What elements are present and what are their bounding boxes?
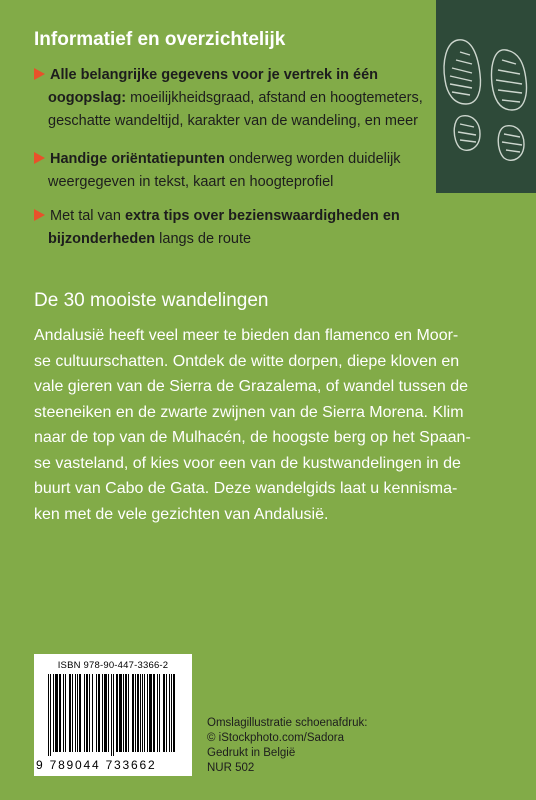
barcode-bars — [48, 674, 178, 756]
feature-item-3 — [34, 205, 434, 251]
feature-item-2 — [34, 148, 434, 194]
feature-2-text-1: onderweg worden duidelijk — [224, 151, 401, 167]
bullet-arrow-icon — [34, 152, 45, 164]
credit-line: Gedrukt in België — [207, 747, 296, 759]
bullet-arrow-icon — [34, 209, 45, 221]
description-line: Andalusië heeft veel meer te bieden dan flamenco en Moor- — [34, 327, 459, 344]
feature-3-text-2: langs de route — [155, 231, 252, 247]
credit-line: Omslagillustratie schoenafdruk: — [207, 717, 368, 729]
features-heading: Informatief en overzichtelijk — [34, 29, 286, 50]
description-line: naar de top van de Mulhacén, de hoogste berg op het Spaan- — [34, 429, 471, 446]
description-line: ken met de vele gezichten van Andalusië. — [34, 505, 329, 523]
bootprint-icon — [436, 0, 536, 193]
isbn-barcode — [34, 654, 192, 776]
bootprint-panel — [436, 0, 536, 193]
description-line: se cultuurschatten. Ontdek de witte dorpen, diepe kloven en — [34, 352, 460, 370]
feature-2-bold-1: Handige oriëntatiepunten — [50, 151, 225, 167]
feature-1-bold-2: oogopslag: — [48, 90, 127, 106]
description-line: vale gieren van de Sierra de Grazalema, of wandel tussen de — [34, 378, 469, 395]
description-text — [34, 323, 504, 527]
feature-3-prefix: Met tal van — [50, 208, 125, 224]
isbn-label: ISBN 978-90-447-3366-2 — [57, 660, 169, 671]
bullet-arrow-icon — [34, 68, 45, 80]
description-line: se vasteland, of kies voor een van de kustwandelingen in de — [34, 454, 461, 472]
feature-3-bold-1: extra tips over bezienswaardigheden en — [124, 208, 400, 224]
feature-item-1 — [34, 64, 434, 133]
credit-line: © iStockphoto.com/Sadora — [207, 732, 344, 744]
feature-1-text-3: geschatte wandeltijd, karakter van de wandeling, en meer — [48, 113, 418, 129]
feature-1-text-2: moeilijkheidsgraad, afstand en hoogtemeters, — [126, 90, 423, 106]
feature-2-text-2: weergegeven in tekst, kaart en hoogteprofiel — [48, 174, 334, 190]
section-heading: De 30 mooiste wandelingen — [34, 290, 269, 311]
feature-1-bold-1: Alle belangrijke gegevens voor je vertrek in één — [50, 67, 378, 83]
description-line: steeneiken en de zwarte zwijnen van de Sierra Morena. Klim — [34, 403, 464, 421]
description-line: buurt van Cabo de Gata. Deze wandelgids laat u kennisma- — [34, 480, 458, 497]
barcode-digits: 9 789044 733662 — [36, 758, 157, 772]
feature-3-bold-2: bijzonderheden — [48, 231, 156, 247]
credits — [207, 716, 367, 776]
credit-line: NUR 502 — [207, 762, 255, 774]
